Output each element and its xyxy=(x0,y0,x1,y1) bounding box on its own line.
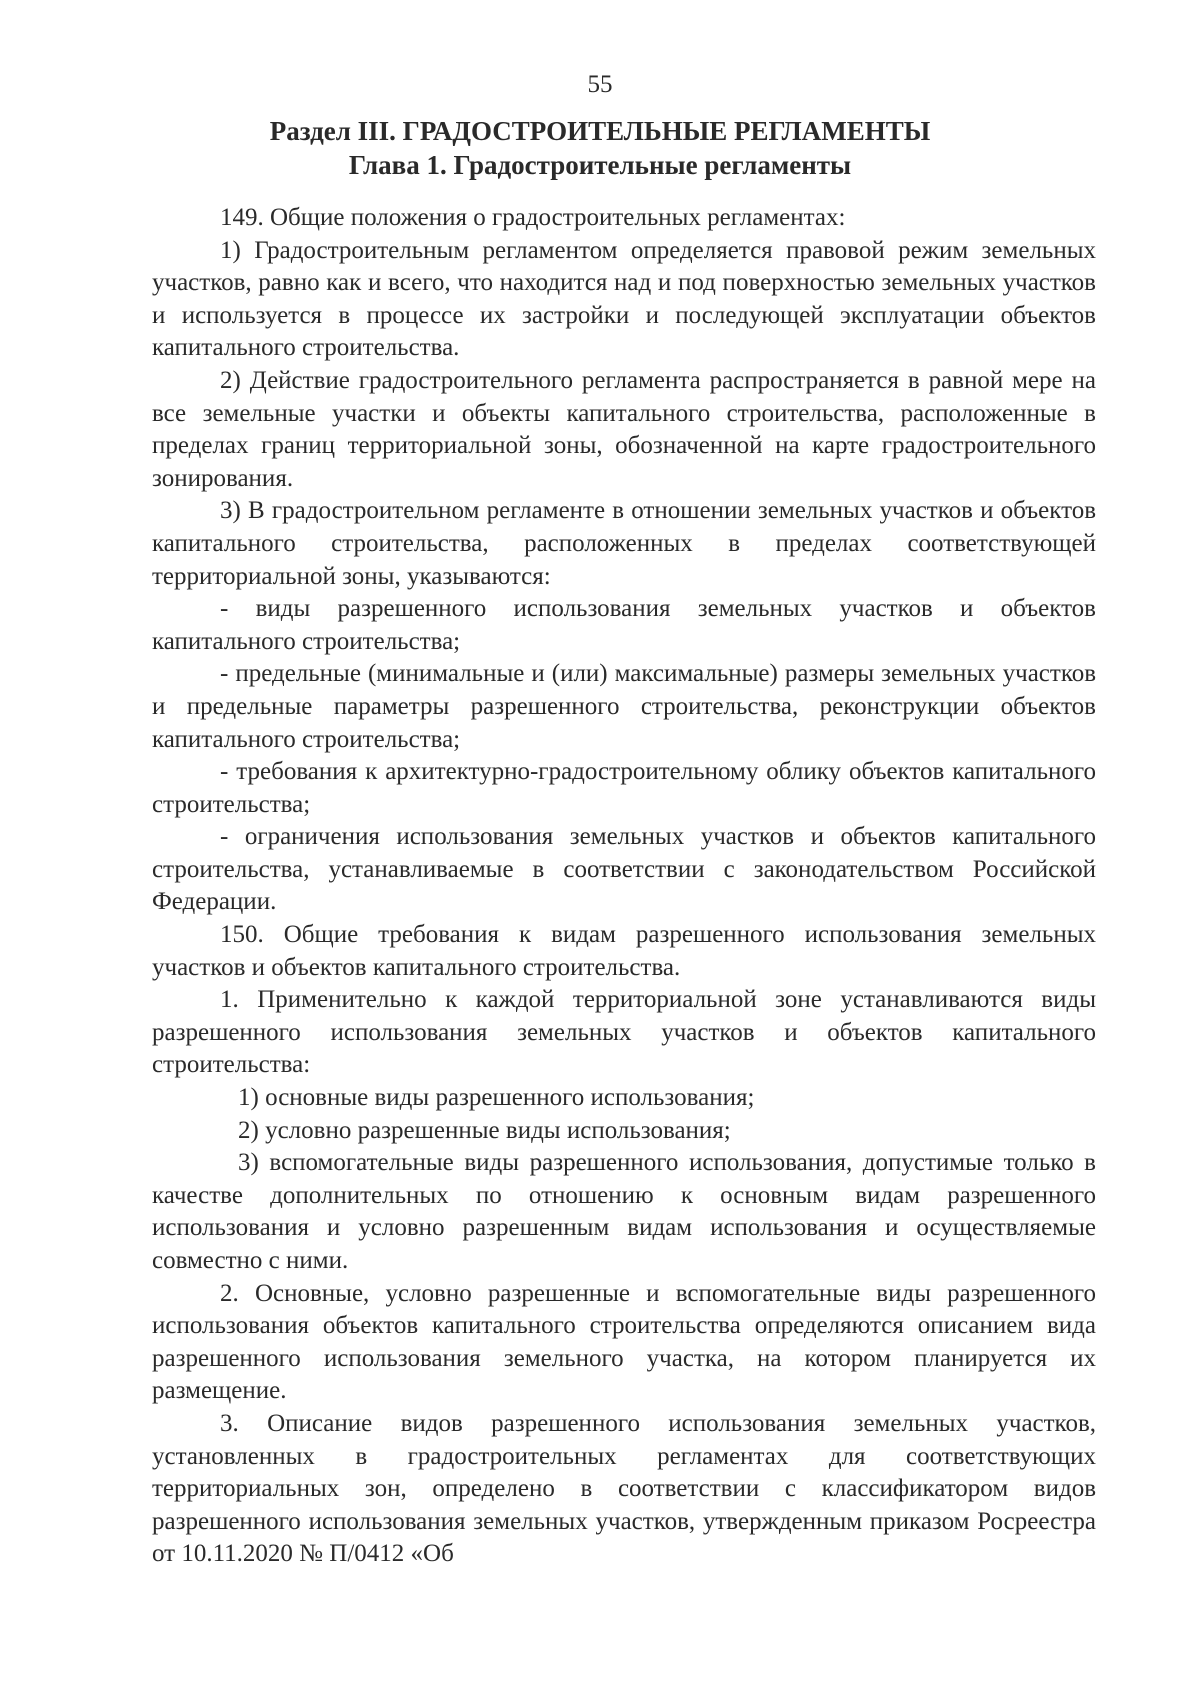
paragraph-149-item-1: 1) Градостроительным регламентом определяется правовой режим земельных участков, равно как и всего, что находится над и под поверхностью земельных участков и используется в процессе их застройки и последующей эксплуатации объектов капитального строительства. xyxy=(152,236,1096,362)
list-item: - требования к архитектурно-градостроительному облику объектов капитального строительства; xyxy=(152,758,1096,818)
paragraph-150-item-1: 1. Применительно к каждой территориальной зоне устанавливаются виды разрешенного использования земельных участков и объектов капитального строительства: xyxy=(152,986,1096,1079)
list-item: 3) вспомогательные виды разрешенного использования, допустимые только в качестве дополнительных по отношению к основным видам разрешенного использования и условно разрешенным видам использования и осуществляемые совместно с ними. xyxy=(152,1149,1096,1274)
list-item: - виды разрешенного использования земельных участков и объектов капитального строительства; xyxy=(152,595,1096,655)
page-number: 55 xyxy=(587,71,613,98)
section-heading: Раздел III. ГРАДОСТРОИТЕЛЬНЫЕ РЕГЛАМЕНТЫ xyxy=(269,116,931,146)
paragraph-149-item-3: 3) В градостроительном регламенте в отношении земельных участков и объектов капитального строительства, расположенных в пределах соответствующей территориальной зоны, указываются: xyxy=(152,497,1096,590)
list-item: - предельные (минимальные и (или) максимальные) размеры земельных участков и предельные параметры разрешенного строительства, реконструкции объектов капитального строительства; xyxy=(152,660,1096,753)
paragraph-150-item-2: 2. Основные, условно разрешенные и вспомогательные виды разрешенного использования объектов капитального строительства определяются описанием вида разрешенного использования земельного участка, на котором планируется их размещение. xyxy=(152,1279,1096,1405)
paragraph-149-item-2: 2) Действие градостроительного регламента распространяется в равной мере на все земельные участки и объекты капитального строительства, расположенные в пределах границ территориальной зоны, обозначенной на карте градостроительного зонирования. xyxy=(152,366,1096,492)
list-item: 2) условно разрешенные виды использования; xyxy=(238,1116,731,1144)
paragraph-150-item-3: 3. Описание видов разрешенного использования земельных участков, установленных в градостроительных регламентах для соответствующих территориальных зон, определено в соответствии с классификатором видов разрешенного использования земельных участков, утвержденным приказом Росреестра от 10.11.2020 № П/0412 «Об xyxy=(152,1409,1096,1568)
list-item: - ограничения использования земельных участков и объектов капитального строительства, устанавливаемые в соответствии с законодательством Российской Федерации. xyxy=(152,823,1096,916)
list-item: 1) основные виды разрешенного использования; xyxy=(238,1084,755,1112)
paragraph-149-title: 149. Общие положения о градостроительных регламентах: xyxy=(220,204,846,231)
document-body xyxy=(152,202,1096,1571)
paragraph-150-title: 150. Общие требования к видам разрешенного использования земельных участков и объектов капитального строительства. xyxy=(152,921,1096,981)
chapter-heading: Глава 1. Градостроительные регламенты xyxy=(348,150,852,180)
